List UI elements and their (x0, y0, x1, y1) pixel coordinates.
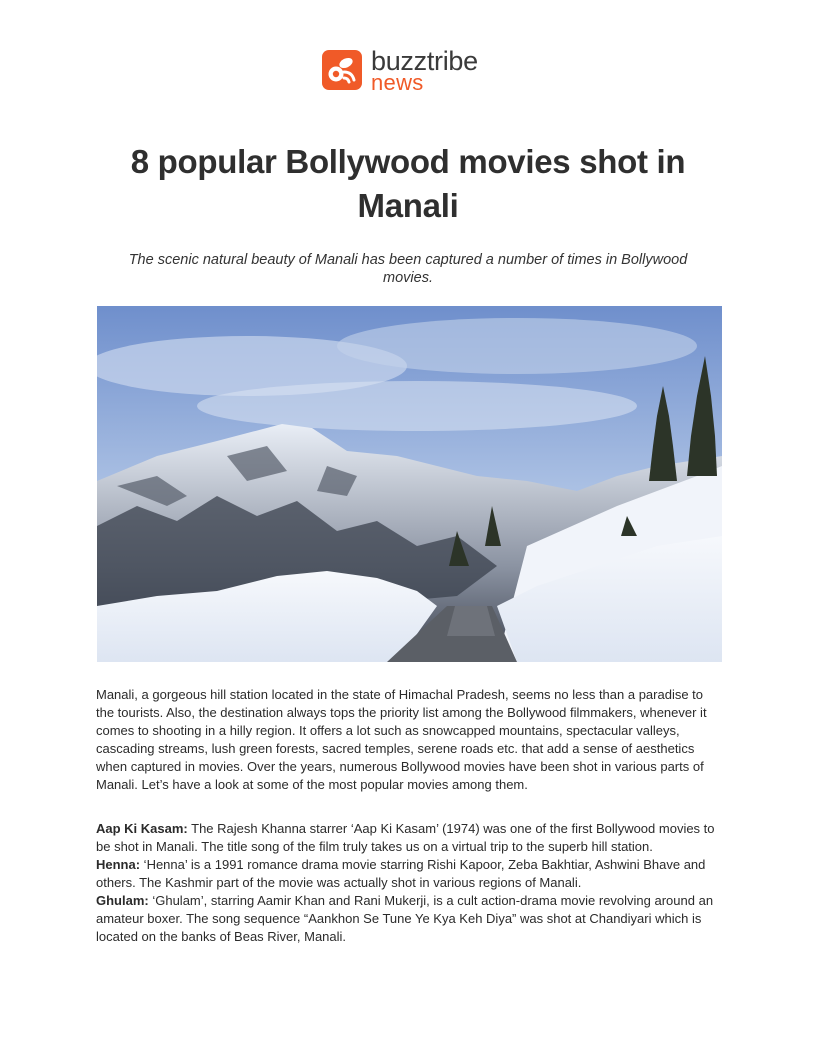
movie-description: ‘Henna’ is a 1991 romance drama movie starring Rishi Kapoor, Zeba Bakhtiar, Ashwini Bhave and others. The Kashmir part of the movie was actually shot in various regions of Manali. (96, 857, 706, 890)
list-item (96, 820, 724, 856)
article-subtitle: The scenic natural beauty of Manali has been captured a number of times in Bollywood movies. (128, 252, 688, 286)
brand-logo[interactable] (322, 46, 478, 95)
list-item (96, 892, 724, 946)
hero-image (97, 306, 722, 662)
brand-wordmark (371, 48, 478, 94)
brand-name-line2: news (371, 70, 424, 95)
movie-list (96, 820, 724, 946)
movie-name: Ghulam: (96, 893, 149, 908)
intro-paragraph: Manali, a gorgeous hill station located in the state of Himachal Pradesh, seems no less than a paradise to the tourists. Also, the destination always tops the priority list among the Bollywood filmmakers, whenever it comes to shooting in a hilly region. It offers a lot such as snowcapped mountains, spectacular valleys, cascading streams, lush green forests, sacred temples, serene roads etc. that add a sense of aesthetics when captured in movies. Over the years, numerous Bollywood movies have been shot in various parts of Manali. Let’s have a look at some of the most popular movies among them. (96, 687, 707, 792)
movie-description: ‘Ghulam’, starring Aamir Khan and Rani Mukerji, is a cult action-drama movie revolving around an amateur boxer. The song sequence “Aankhon Se Tune Ye Kya Keh Diya” was shot at Chandiyari which is located on the banks of Beas River, Manali. (96, 893, 714, 944)
article-title: 8 popular Bollywood movies shot in Manali (130, 143, 686, 224)
list-item (96, 856, 724, 892)
movie-name: Henna: (96, 857, 141, 872)
movie-name: Aap Ki Kasam: (96, 821, 188, 836)
bee-logo-icon (322, 50, 362, 90)
movie-description: The Rajesh Khanna starrer ‘Aap Ki Kasam’ (1974) was one of the first Bollywood movies to be shot in Manali. The title song of the film truly takes us on a virtual trip to the superb hill station. (96, 821, 715, 854)
brand-name-line1: buzztribe (371, 46, 478, 76)
